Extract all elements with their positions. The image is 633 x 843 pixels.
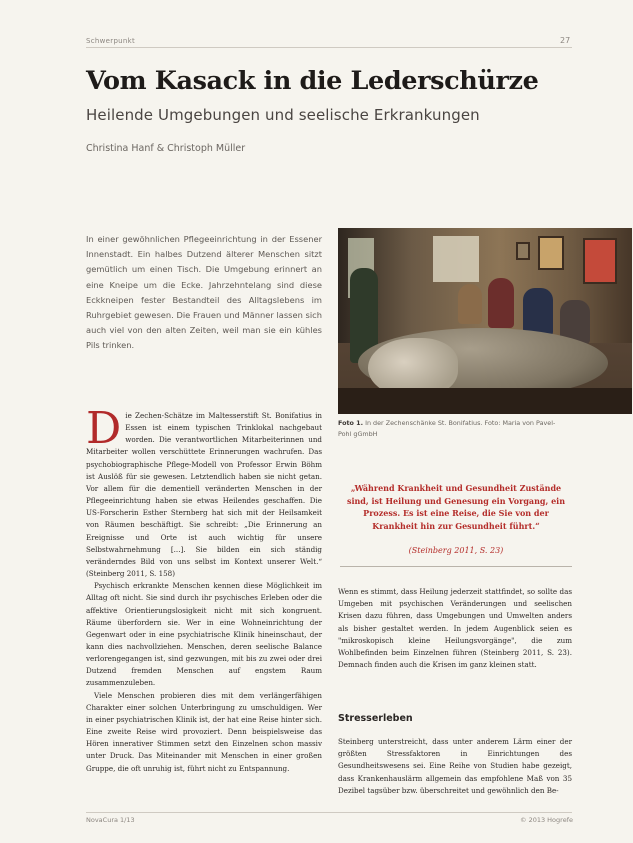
article-title: Vom Kasack in die Lederschürze [86, 66, 539, 96]
pull-quote-source: (Steinberg 2011, S. 23) [408, 546, 504, 555]
article-photo [338, 228, 632, 414]
photo-caption [338, 418, 568, 439]
body-paragraph: Steinberg unterstreicht, dass unter anderem Lärm einer der größten Stressfaktoren in Einrichtungen des Gesundheitswesens sei. Eine Reihe von Studien habe gezeigt, dass Krankenhauslärm allgemein das empfohlene Maß von 35 Dezibel tagsüber bzw. überschreitet und gewöhnlich den Be- [338, 737, 572, 795]
body-paragraph: Psychisch erkrankte Menschen kennen diese Möglichkeit im Alltag oft nicht. Sie sind durch ihr psychisches Erleben oder die affektive Orientierungslosigkeit nicht mit sich kongruent. Räume überfordern sie. Wer in eine Wohneinrichtung der Gegenwart oder in eine psychiatrische Klinik hineinschaut, der kann dies nachvollziehen. Menschen, deren seelische Balance verlorengegangen ist, sind gezwungen, mit bis zu zwei oder drei Dutzend fremden Menschen auf engstem Raum zusammenzuleben. [86, 581, 322, 688]
caption-label: Foto 1. [338, 419, 364, 427]
drop-cap: D [86, 403, 122, 454]
body-column-right-lower [338, 736, 572, 797]
running-head: Schwerpunkt [86, 37, 136, 45]
top-divider [86, 47, 572, 48]
article-authors: Christina Hanf & Christoph Müller [86, 143, 246, 154]
pull-quote: „Während Krankheit und Gesundheit Zustände sind, ist Heilung und Genesung ein Vorgang, ein Prozess. Es ist eine Reise, die Sie von der Krankheit hin zur Gesundheit führt.“ [346, 483, 566, 531]
body-text: ie Zechen-Schätze im Maltesserstift St. Bonifatius in Essen ist einem typischen Trinklokal nachgebaut worden. Die verantwortlichen Mitarbeiterinnen und Mitarbeiter wollen verschüttete Erinnerungen wachrufen. Das psychobiographische Pflege-Modell von Professor Erwin Böhm ist Auslöß für sie gewesen. Letztendlich haben sie nicht getan. Vor allem für die dementiell veränderten Menschen in der Pflegeeinrichtung haben sie etwas Heilendes geschaffen. Die US-Forscherin Esther Sternberg hat sich mit der Heilsamkeit von Räumen beschäftigt. Sie schreibt: „Die Erinnerung an Ereignisse und Orte ist auch wichtig für unsere Selbstwahrnehmung [...]. Sie bilden ein sich ständig veränderndes Bild von uns selbst im Kontext unserer Welt.“ (Steinberg 2011, S. 158) [86, 411, 322, 579]
body-paragraph: Wenn es stimmt, dass Heilung jederzeit stattfindet, so sollte das Umgeben mit psychischen Veränderungen und seelischen Krisen dazu führen, dass Umgebungen und Umwelten anders als bisher gestaltet werden. In jedem Augenblick seien es "mikroskopisch kleine Heilungsvorgänge", die zum Wohlbefinden beim Einzelnen führen (Steinberg 2011, S. 23). Demnach finden auch die Krisen im ganz kleinen statt. [338, 587, 572, 670]
body-column-left [86, 403, 322, 775]
quote-divider [340, 566, 572, 567]
section-heading: Stresserleben [338, 713, 413, 724]
article-subtitle: Heilende Umgebungen und seelische Erkrankungen [86, 106, 480, 124]
lead-paragraph: In einer gewöhnlichen Pflegeeinrichtung in der Essener Innenstadt. Ein halbes Dutzend älterer Menschen sitzt gemütlich um einen Tisch. Die Umgebung erinnert an eine Kneipe um die Ecke. Jahrzehntelang sind diese Eckkneipen fester Bestandteil des Alltagslebens im Ruhrgebiet gewesen. Die Frauen und Männer lassen sich auch viel von den alten Zeiten, weil man sie ein kühles Pils trinken. [86, 234, 322, 351]
bottom-divider [86, 812, 572, 813]
footer-copyright: © 2013 Hogrefe [520, 816, 573, 824]
caption-text: In der Zechenschänke St. Bonifatius. Foto: Maria von Pavel-Pohl gGmbH [338, 419, 556, 438]
body-paragraph: Viele Menschen probieren dies mit dem verlängerfähigen Charakter einer solchen Unterbringung zu umschuldigen. Wer in einer psychiatrischen Klinik ist, der hat eine Reise hinter sich. Eine zweite Reise wird provoziert. Denn beispielsweise das Hören innerativer Stimmen setzt den Einzelnen schon massiv unter Druck. Das Miteinander mit Menschen in einer großen Gruppe, die oft unruhig ist, führt nicht zu Entspannung. [86, 690, 322, 773]
body-paragraph [86, 403, 322, 580]
page-number: 27 [560, 36, 571, 45]
footer-journal: NovaCura 1/13 [86, 816, 135, 824]
body-column-right [338, 586, 572, 671]
